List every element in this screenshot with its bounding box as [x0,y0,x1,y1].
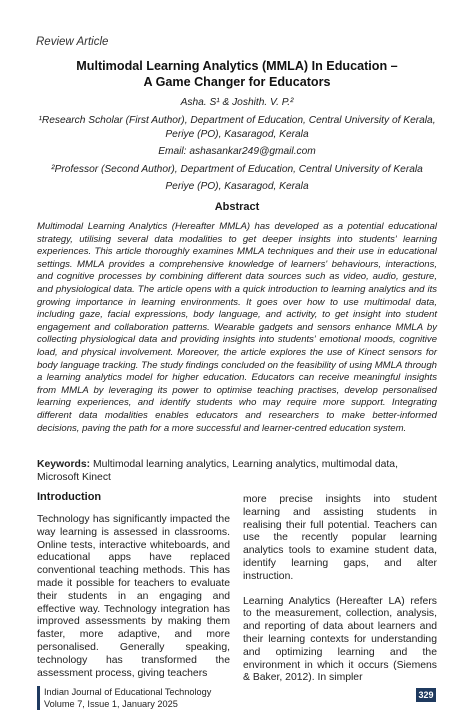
affiliation-1-line-1: ¹Research Scholar (First Author), Department of Education, Central University of Kerala, [38,115,436,126]
intro-paragraph-2: more precise insights into student learning and assisting students in realising their full potential. Teachers can use the recently popular learning analytics tools to examine student data, identify learning gaps, and alter instruction. [243,494,437,582]
affiliation-2-line-2: Periye (PO), Kasaragod, Kerala [165,181,309,192]
keywords [37,458,437,484]
affiliation-1-line-2: Periye (PO), Kasaragod, Kerala [165,129,309,140]
authors: Asha. S¹ & Joshith. V. P.² [180,97,294,108]
introduction-heading: Introduction [37,491,102,503]
author-email: Email: ashasankar249@gmail.com [158,146,316,157]
abstract-heading: Abstract [214,201,260,213]
keywords-text: Multimodal learning analytics, Learning analytics, multimodal data, Microsoft Kinect [37,459,398,483]
intro-paragraph-3: Learning Analytics (Hereafter LA) refers to the measurement, collection, analysis, and reporting of data about learners and their learning contexts for understanding and optimizing learning and the environment in which it occurs (Siemens & Baker, 2012). In simpler [243,595,437,684]
affiliation-2-line-1: ²Professor (Second Author), Department of Education, Central University of Kerala [51,164,423,175]
journal-info [44,686,211,710]
intro-paragraph-1: Technology has significantly impacted the way learning is assessed in classrooms. Online tests, interactive whiteboards, and educational apps have replaced conventional teaching methods. This has made it possible for teachers to evaluate their students in an engaging and effective way. Technology integration has improved assessments by making them faster, more adaptive, and more personalised. Generally speaking, technology has transformed the assessment process, giving teachers [37,514,230,679]
page-number-badge: 329 [416,688,436,702]
keywords-label: Keywords: [37,459,91,470]
journal-name: Indian Journal of Educational Technology [44,687,212,697]
footer-accent-bar [37,686,40,710]
journal-volume: Volume 7, Issue 1, January 2025 [44,699,178,709]
abstract-text: Multimodal Learning Analytics (Hereafter MMLA) has developed as a potential educational strategy, utilising several data modalities to get deeper insights into students' learning experiences. This article thoroughly examines MMLA techniques and their use in educational settings. MMLA provides a comprehensive knowledge of learners' behaviours, interactions, and cognitive processes by combining different data sources such as video, audio, gesture, and physiological data. The article opens with a quick introduction to learning analytics and its growing importance in learning environments. It goes over how to use multimodal data, including gaze, facial expressions, body language, and activity, to get insight into student engagement and collaboration patterns. Wearable gadgets and sensors enhance MMLA by collecting physiological data and providing insights into students' emotional moods, cognitive load, and physical involvement. Moreover, the article explores the use of Kinect sensors for body language tracking. The study findings concluded on the feasibility of using MMLA through a learning analytics model for higher education. Educators can receive meaningful insights from MMLA by leveraging its power to optimise teaching practises, develop personalised learning experiences, and identify students who may require more support. Integrating different data modalities enables educators and researchers to make better-informed decisions, paving the path for a more successful and learner-centred education system. [37,221,437,434]
article-title [20,58,454,90]
title-line-1: Multimodal Learning Analytics (MMLA) In Education – [76,59,398,73]
intro-left-column [37,514,230,680]
intro-right-column [243,494,437,685]
title-line-2: A Game Changer for Educators [143,75,331,89]
section-label: Review Article [36,36,109,48]
